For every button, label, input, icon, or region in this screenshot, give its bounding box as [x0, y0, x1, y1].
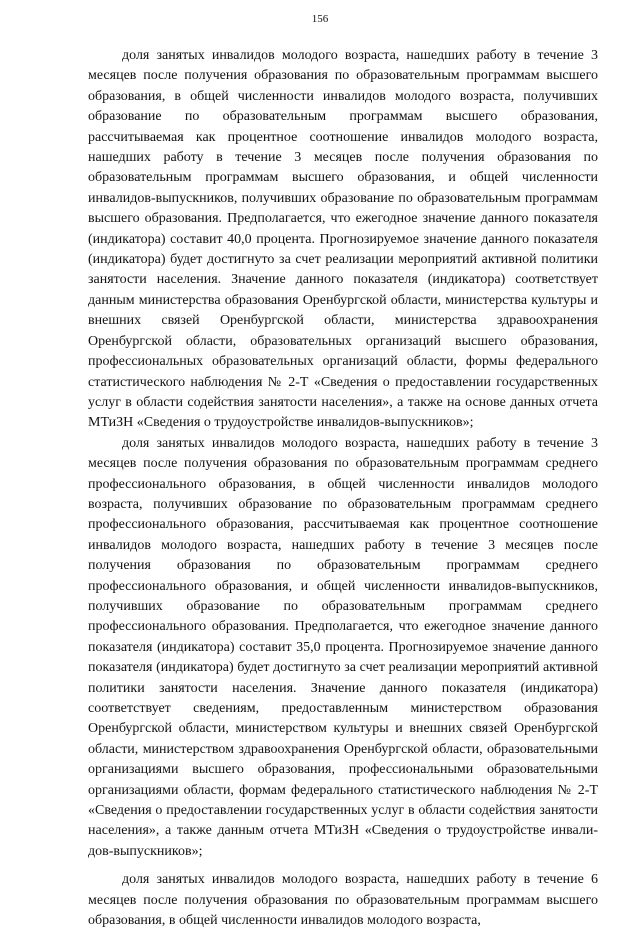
paragraph-secondary-vocational-3-months: доля занятых инвалидов молодого возраста, нашедших работу в течение 3 месяцев после получения образования по образовательным программам среднего профессионального образования, в общей численности инвалидов молодого возраста, получивших образование по образовательным программам среднего профессионального образования, рассчитываемая как процентное соотношение инвалидов молодого возраста, нашедших работу в течение 3 месяцев после получения образования по образовательным программам среднего профессионального образования, и общей численности инвалидов-выпускников, получивших образование по образовательным программам среднего профессионального образования. Предполагается, что ежегодное значение данного показателя (индикатора) составит 35,0 процента. Прогнозируемое значение данного показателя (индикатора) будет достигнуто за счет реализации мероприятий активной политики занятости населения. Значение данного показателя (индикатора) соответствует сведениям, предоставленным министерством образования Оренбургской области, министерством культуры и внешних связей Оренбургской области, министерством здравоохранения Оренбургской области, образовательными организациями высшего образования, профессиональными образовательными организациями области, формам федерального статистического наблюдения № 2-Т «Сведения о предоставлении государственных услуг в области содействия занятости населения», а также данным отчета МТиЗН «Сведения о трудоустройстве инвалидов-выпускников»; — [88, 435, 598, 859]
page-number: 156 — [311, 13, 329, 25]
document-body — [88, 46, 598, 931]
paragraph-higher-education-3-months: доля занятых инвалидов молодого возраста, нашедших работу в течение 3 месяцев после получения образования по образовательным программам высшего образования, в общей численности инвалидов молодого возраста, получивших образование по образовательным программам высшего образования, рассчитываемая как процентное соотношение инвалидов молодого возраста, нашедших работу в течение 3 месяцев после получения образования по образовательным программам высшего образования, и общей численности инвалидов-выпускников, получивших образование по образовательным программам высшего образования. Предполагается, что ежегодное значение данного показателя (индикатора) составит 40,0 процента. Прогнозируемое значение данного показателя (индикатора) будет достигнуто за счет реализации мероприятий активной политики занятости населения. Значение данного показателя (индикатора) соответствует данным министерства образования Оренбургской области, министерства культуры и внешних связей Оренбургской области, министерства здравоохранения Оренбургской области, образовательных организаций высшего образования, профессиональных образовательных организаций области, формы федерального статистического наблюдения № 2-Т «Сведения о предоставлении государственных услуг в области содействия занятости населения», а также на основе данных отчета МТиЗН «Сведения о трудоустройстве инвалидов-выпускников»; — [88, 48, 598, 431]
paragraph-higher-education-6-months: доля занятых инвалидов молодого возраста, нашедших работу в течение 6 месяцев после получения образования по образовательным программам высшего образования, в общей численности инвалидов молодого возраста, — [88, 872, 598, 929]
